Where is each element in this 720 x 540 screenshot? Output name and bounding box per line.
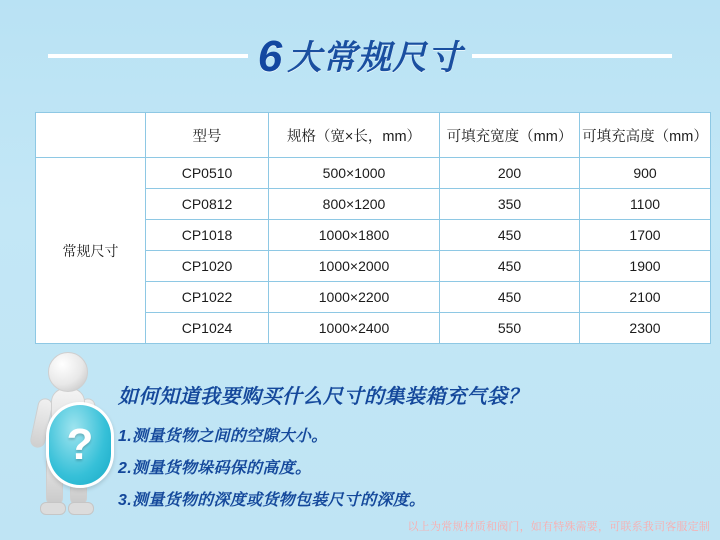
footnote-text: 以上为常规材质和阀门，如有特殊需要，可联系我司客服定制 — [407, 521, 710, 533]
qa-block — [118, 380, 698, 519]
qa-question: 如何知道我要购买什么尺寸的集装箱充气袋？ — [118, 386, 528, 408]
question-mark-icon — [46, 402, 114, 488]
cell-fill-height: 900 — [580, 158, 711, 189]
cell-fill-height: 1700 — [580, 220, 711, 251]
cell-spec: 800×1200 — [269, 189, 440, 220]
mascot-figure — [18, 352, 118, 527]
cell-fill-height: 2300 — [580, 313, 711, 344]
cell-fill-height: 1100 — [580, 189, 711, 220]
spec-table-wrap — [35, 112, 708, 344]
cell-fill-width: 450 — [440, 220, 580, 251]
cell-model: CP1020 — [146, 251, 269, 282]
title-number: 6 — [257, 32, 284, 81]
cell-fill-width: 350 — [440, 189, 580, 220]
table-header-model: 型号 — [146, 113, 269, 158]
table-header-fill-height: 可填充高度（mm） — [580, 113, 711, 158]
cell-spec: 1000×1800 — [269, 220, 440, 251]
table-corner-cell — [36, 113, 146, 158]
cell-fill-width: 450 — [440, 282, 580, 313]
table-header-row — [36, 113, 711, 158]
title-rule-right — [472, 54, 672, 58]
cell-spec: 1000×2400 — [269, 313, 440, 344]
title-text-group — [258, 30, 462, 82]
question-mark-glyph: ? — [66, 420, 94, 469]
qa-step-3: 3.测量货物的深度或货物包装尺寸的深度。 — [118, 492, 426, 509]
spec-table — [35, 112, 711, 344]
qa-step-2: 2.测量货物垛码保的高度。 — [118, 460, 312, 477]
cell-spec: 500×1000 — [269, 158, 440, 189]
title-label: 大常规尺寸 — [287, 39, 463, 77]
qa-step-1: 1.测量货物之间的空隙大小。 — [118, 428, 328, 445]
cell-spec: 1000×2000 — [269, 251, 440, 282]
table-row-label: 常规尺寸 — [36, 158, 146, 344]
cell-model: CP1024 — [146, 313, 269, 344]
table-header-spec: 规格（宽×长，mm） — [269, 113, 440, 158]
mascot-head — [48, 352, 88, 392]
cell-model: CP0510 — [146, 158, 269, 189]
cell-fill-height: 1900 — [580, 251, 711, 282]
cell-model: CP0812 — [146, 189, 269, 220]
cell-fill-width: 550 — [440, 313, 580, 344]
cell-model: CP1018 — [146, 220, 269, 251]
mascot-foot-right — [68, 502, 94, 515]
cell-fill-width: 450 — [440, 251, 580, 282]
table-header-fill-width: 可填充宽度（mm） — [440, 113, 580, 158]
table-row — [36, 158, 711, 189]
title-rule-left — [48, 54, 248, 58]
cell-spec: 1000×2200 — [269, 282, 440, 313]
mascot-foot-left — [40, 502, 66, 515]
cell-fill-height: 2100 — [580, 282, 711, 313]
page-title — [0, 30, 720, 82]
cell-model: CP1022 — [146, 282, 269, 313]
cell-fill-width: 200 — [440, 158, 580, 189]
